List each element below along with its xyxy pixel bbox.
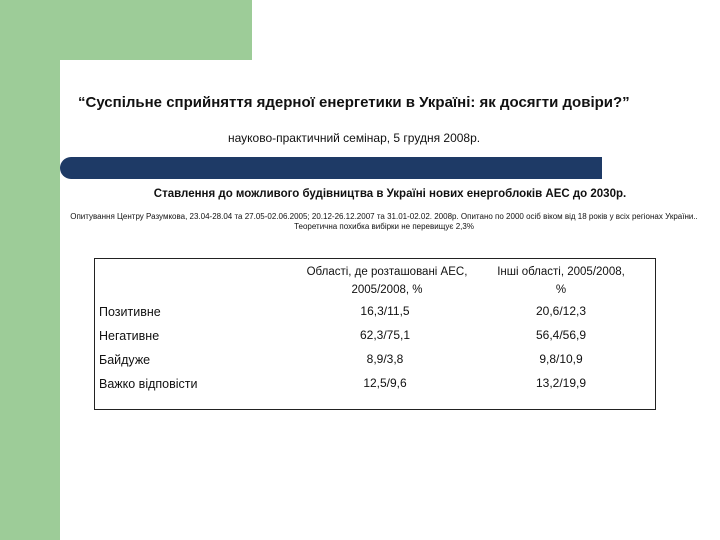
results-table [94,258,656,410]
survey-note: Опитування Центру Разумкова, 23.04-28.04 та 27.05-02.06.2005; 20.12-26.12.2007 та 31.01-02.02. 2008р. Опитано по 2000 осіб віком від 18 років у всіх регіонах України.. Теоретична похибка вибірки не перевищує 2,3% [70,212,698,231]
green-left-stripe [0,60,60,540]
section-title: Ставлення до можливого будівництва в Україні нових енергоблоків АЕС до 2030р. [153,188,627,200]
cell-npp-regions: 62,3/75,1 [359,328,411,342]
table-row [95,373,655,397]
row-label: Позитивне [99,305,161,319]
row-label: Негативне [99,329,160,343]
row-label: Байдуже [99,353,151,367]
navy-divider-bar [60,157,602,179]
cell-npp-regions: 16,3/11,5 [360,304,410,318]
column-header-npp-regions: Області, де розташовані АЕС, 2005/2008, % [306,266,468,296]
green-header-block [0,0,252,60]
slide-title: “Суспільне сприйняття ядерної енергетики в Україні: як досягти довіри?” [78,94,630,111]
table-row [95,325,655,349]
cell-other-regions: 56,4/56,9 [535,328,587,342]
cell-other-regions: 13,2/19,9 [535,376,587,390]
column-header-other-regions: Інші області, 2005/2008, % [497,266,625,296]
table-row [95,301,655,325]
slide-subtitle: науково-практичний семінар, 5 грудня 2008р. [228,131,481,145]
table-row [95,349,655,373]
cell-npp-regions: 12,5/9,6 [363,376,407,390]
row-label: Важко відповісти [99,377,198,391]
cell-other-regions: 20,6/12,3 [535,304,587,318]
cell-other-regions: 9,8/10,9 [539,352,583,366]
cell-npp-regions: 8,9/3,8 [366,352,404,366]
